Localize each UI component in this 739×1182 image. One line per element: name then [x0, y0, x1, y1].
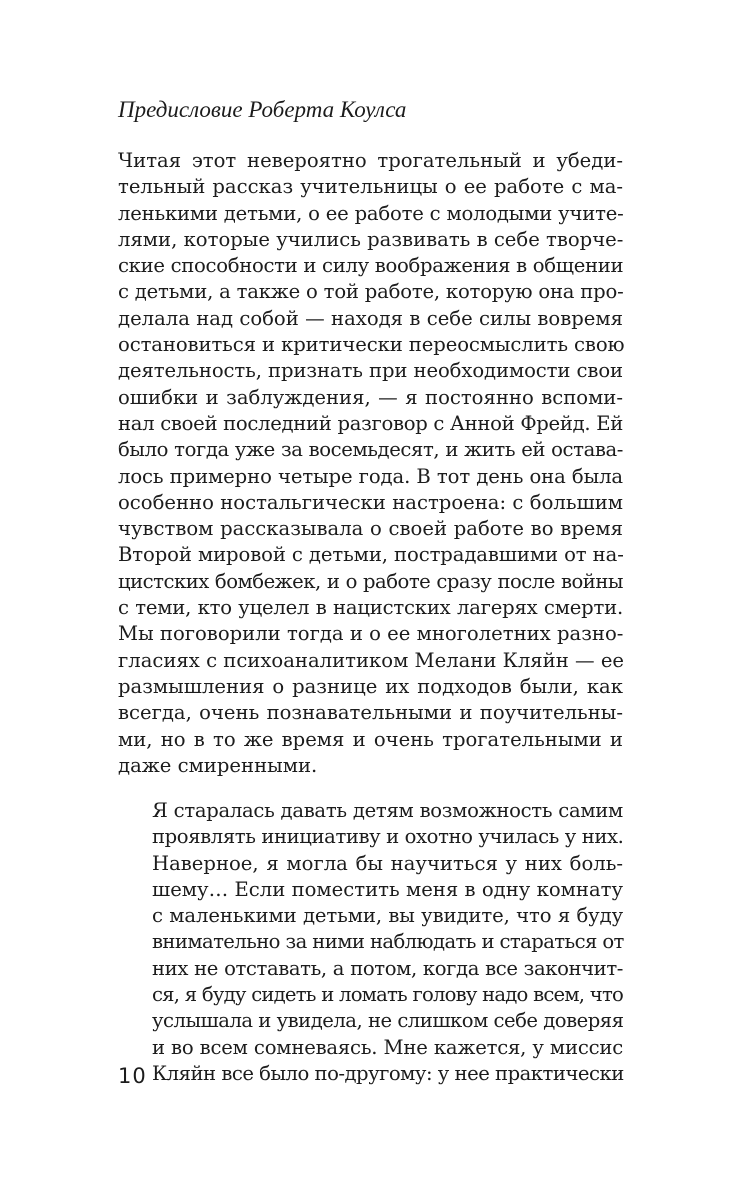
text-line: с теми, кто уцелел в нацистских лагерях смерти.: [118, 596, 623, 620]
text-line: даже смиренными.: [118, 753, 318, 777]
quote-line: них не отставать, а потом, когда все закончит-: [152, 956, 623, 980]
text-line: лось примерно четыре года. В тот день она была: [118, 464, 623, 488]
running-head: Предисловие Роберта Коулса: [118, 97, 407, 122]
quote-line: Наверное, я могла бы научиться у них боль-: [152, 851, 623, 875]
quote-line: Я старалась давать детям возможность самим: [152, 799, 623, 822]
quote-line: Кляйн все было по-другому: у нее практически: [152, 1061, 624, 1085]
text-line: особенно ностальгически настроена: с большим: [118, 490, 623, 514]
text-line: с детьми, а также о той работе, которую она про-: [118, 280, 624, 304]
text-line: Второй мировой с детьми, пострадавшими от на-: [118, 543, 624, 567]
quote-line: и во всем сомневаясь. Мне кажется, у миссис: [152, 1035, 623, 1059]
quote-line: шему… Если поместить меня в одну комнату: [152, 877, 623, 901]
text-line: нал своей последний разговор с Анной Фрейд. Ей: [118, 411, 623, 435]
text-line: размышления о разнице их подходов были, как: [118, 674, 623, 698]
text-line: всегда, очень познавательными и поучительны-: [118, 701, 623, 725]
text-line: деятельность, признать при необходимости свои: [118, 359, 623, 383]
text-line: гласиях с психоаналитиком Мелани Кляйн — ее: [118, 648, 625, 672]
text-line: остановиться и критически переосмыслить свою: [118, 333, 625, 357]
text-line: Мы поговорили тогда и о ее многолетних разно-: [118, 622, 624, 646]
quote-line: услышала и увидела, не слишком себе доверяя: [152, 1009, 624, 1033]
text-line: было тогда уже за восемьдесят, и жить ей остава-: [118, 438, 623, 462]
quote-line: проявлять инициативу и охотно училась у них.: [152, 825, 624, 849]
text-line: ские способности и силу воображения в общении: [118, 254, 624, 278]
text-line: ленькими детьми, о ее работе с молодыми учите-: [118, 201, 624, 225]
text-line: ми, но в то же время и очень трогательными и: [118, 727, 623, 751]
text-line: лями, которые учились развивать в себе творче-: [118, 227, 624, 251]
text-line: Читая этот невероятно трогательный и убеди-: [118, 149, 623, 172]
quote-line: с маленькими детьми, вы увидите, что я буду: [152, 904, 623, 928]
text-line: чувством рассказывала о своей работе во время: [118, 517, 623, 541]
text-line: цистских бомбежек, и о работе сразу после войны: [118, 569, 623, 593]
quote-line: ся, я буду сидеть и ломать голову надо всем, что: [152, 983, 623, 1007]
text-line: ошибки и заблуждения, — я постоянно вспоми-: [118, 385, 623, 409]
quote-line: внимательно за ними наблюдать и стараться от: [152, 930, 624, 954]
page-number: 10: [118, 1064, 147, 1088]
text-line: делала над собой — находя в себе силы вовремя: [118, 306, 623, 330]
main-paragraph: [118, 148, 623, 779]
text-line: тельный рассказ учительницы о ее работе с ма-: [118, 175, 623, 199]
block-quote: [152, 798, 623, 1087]
